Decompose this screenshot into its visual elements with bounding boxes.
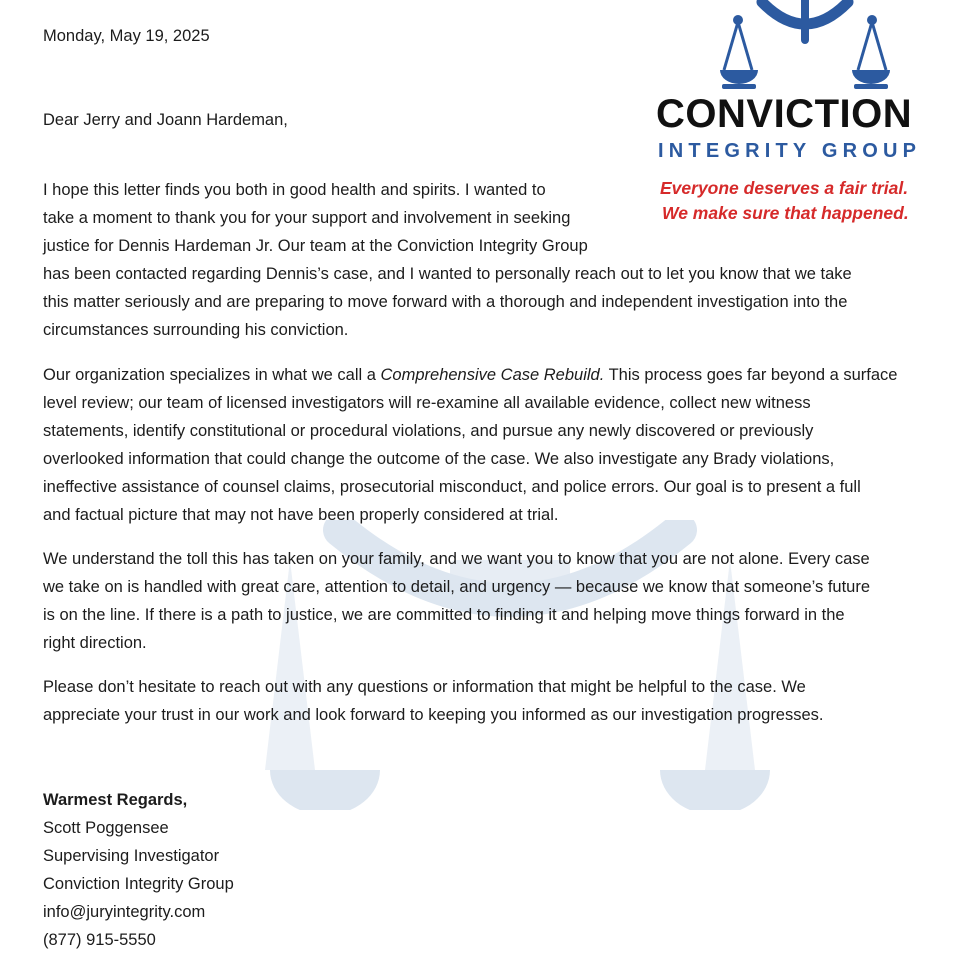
paragraph-line: and factual picture that may not have been properly considered at trial. <box>43 506 559 524</box>
paragraph-line: this matter seriously and are preparing to move forward with a thorough and independent investigation into the <box>43 293 848 311</box>
paragraph-line: I hope this letter finds you both in good health and spirits. I wanted to <box>43 181 546 199</box>
paragraph-line: justice for Dennis Hardeman Jr. Our team at the Conviction Integrity Group <box>43 237 588 255</box>
signer-organization: Conviction Integrity Group <box>43 875 234 893</box>
paragraph-line <box>43 361 960 389</box>
paragraph-3 <box>43 545 960 657</box>
paragraph-4 <box>43 673 960 729</box>
paragraph-line: we take on is handled with great care, attention to detail, and urgency — because we know that someone’s future <box>43 578 871 596</box>
paragraph-line: overlooked information that could change the outcome of the case. We also investigate any Brady violations, <box>43 450 835 468</box>
tagline-line-2: We make sure that happened. <box>662 203 909 223</box>
scales-of-justice-icon <box>720 0 890 95</box>
logo-subtitle: INTEGRITY GROUP <box>658 140 922 162</box>
p2-intro: Our organization specializes in what we call a <box>43 366 381 384</box>
paragraph-2 <box>43 361 960 529</box>
paragraph-line: right direction. <box>43 634 147 652</box>
paragraph-line: circumstances surrounding his conviction. <box>43 321 349 339</box>
logo-title: CONVICTION <box>656 92 913 136</box>
paragraph-1-bottom <box>43 260 960 344</box>
paragraph-line: level review; our team of licensed investigators will re-examine all available evidence, collect new witness <box>43 394 811 412</box>
salutation: Dear Jerry and Joann Hardeman, <box>43 111 288 129</box>
paragraph-line: is on the line. If there is a path to justice, we are committed to finding it and helping move things forward in the <box>43 606 845 624</box>
closing: Warmest Regards, <box>43 791 188 809</box>
p2-intro-end: This process goes far beyond a surface <box>604 366 898 384</box>
paragraph-line: Please don’t hesitate to reach out with any questions or information that might be helpful to the case. We <box>43 678 806 696</box>
program-name: Comprehensive Case Rebuild. <box>380 366 605 384</box>
signature-block <box>43 786 234 954</box>
paragraph-line: has been contacted regarding Dennis’s case, and I wanted to personally reach out to let you know that we take <box>43 265 852 283</box>
company-logo <box>650 0 960 230</box>
paragraph-line: We understand the toll this has taken on your family, and we want you to know that you are not alone. Every case <box>43 550 870 568</box>
paragraph-line: appreciate your trust in our work and look forward to keeping you informed as our investigation progresses. <box>43 706 824 724</box>
paragraph-line: ineffective assistance of counsel claims, prosecutorial misconduct, and police errors. Our goal is to present a full <box>43 478 861 496</box>
signer-phone: (877) 915-5550 <box>43 931 156 949</box>
tagline-line-1: Everyone deserves a fair trial. <box>660 178 909 198</box>
paragraph-line: statements, identify constitutional or procedural violations, and pursue any newly discovered or previously <box>43 422 814 440</box>
signer-email: info@juryintegrity.com <box>43 903 206 921</box>
paragraph-1-top <box>43 176 653 260</box>
signer-name: Scott Poggensee <box>43 819 169 837</box>
letter-date: Monday, May 19, 2025 <box>43 27 210 45</box>
logo-tagline <box>660 176 960 226</box>
signer-title: Supervising Investigator <box>43 847 220 865</box>
paragraph-line: take a moment to thank you for your support and involvement in seeking <box>43 209 571 227</box>
